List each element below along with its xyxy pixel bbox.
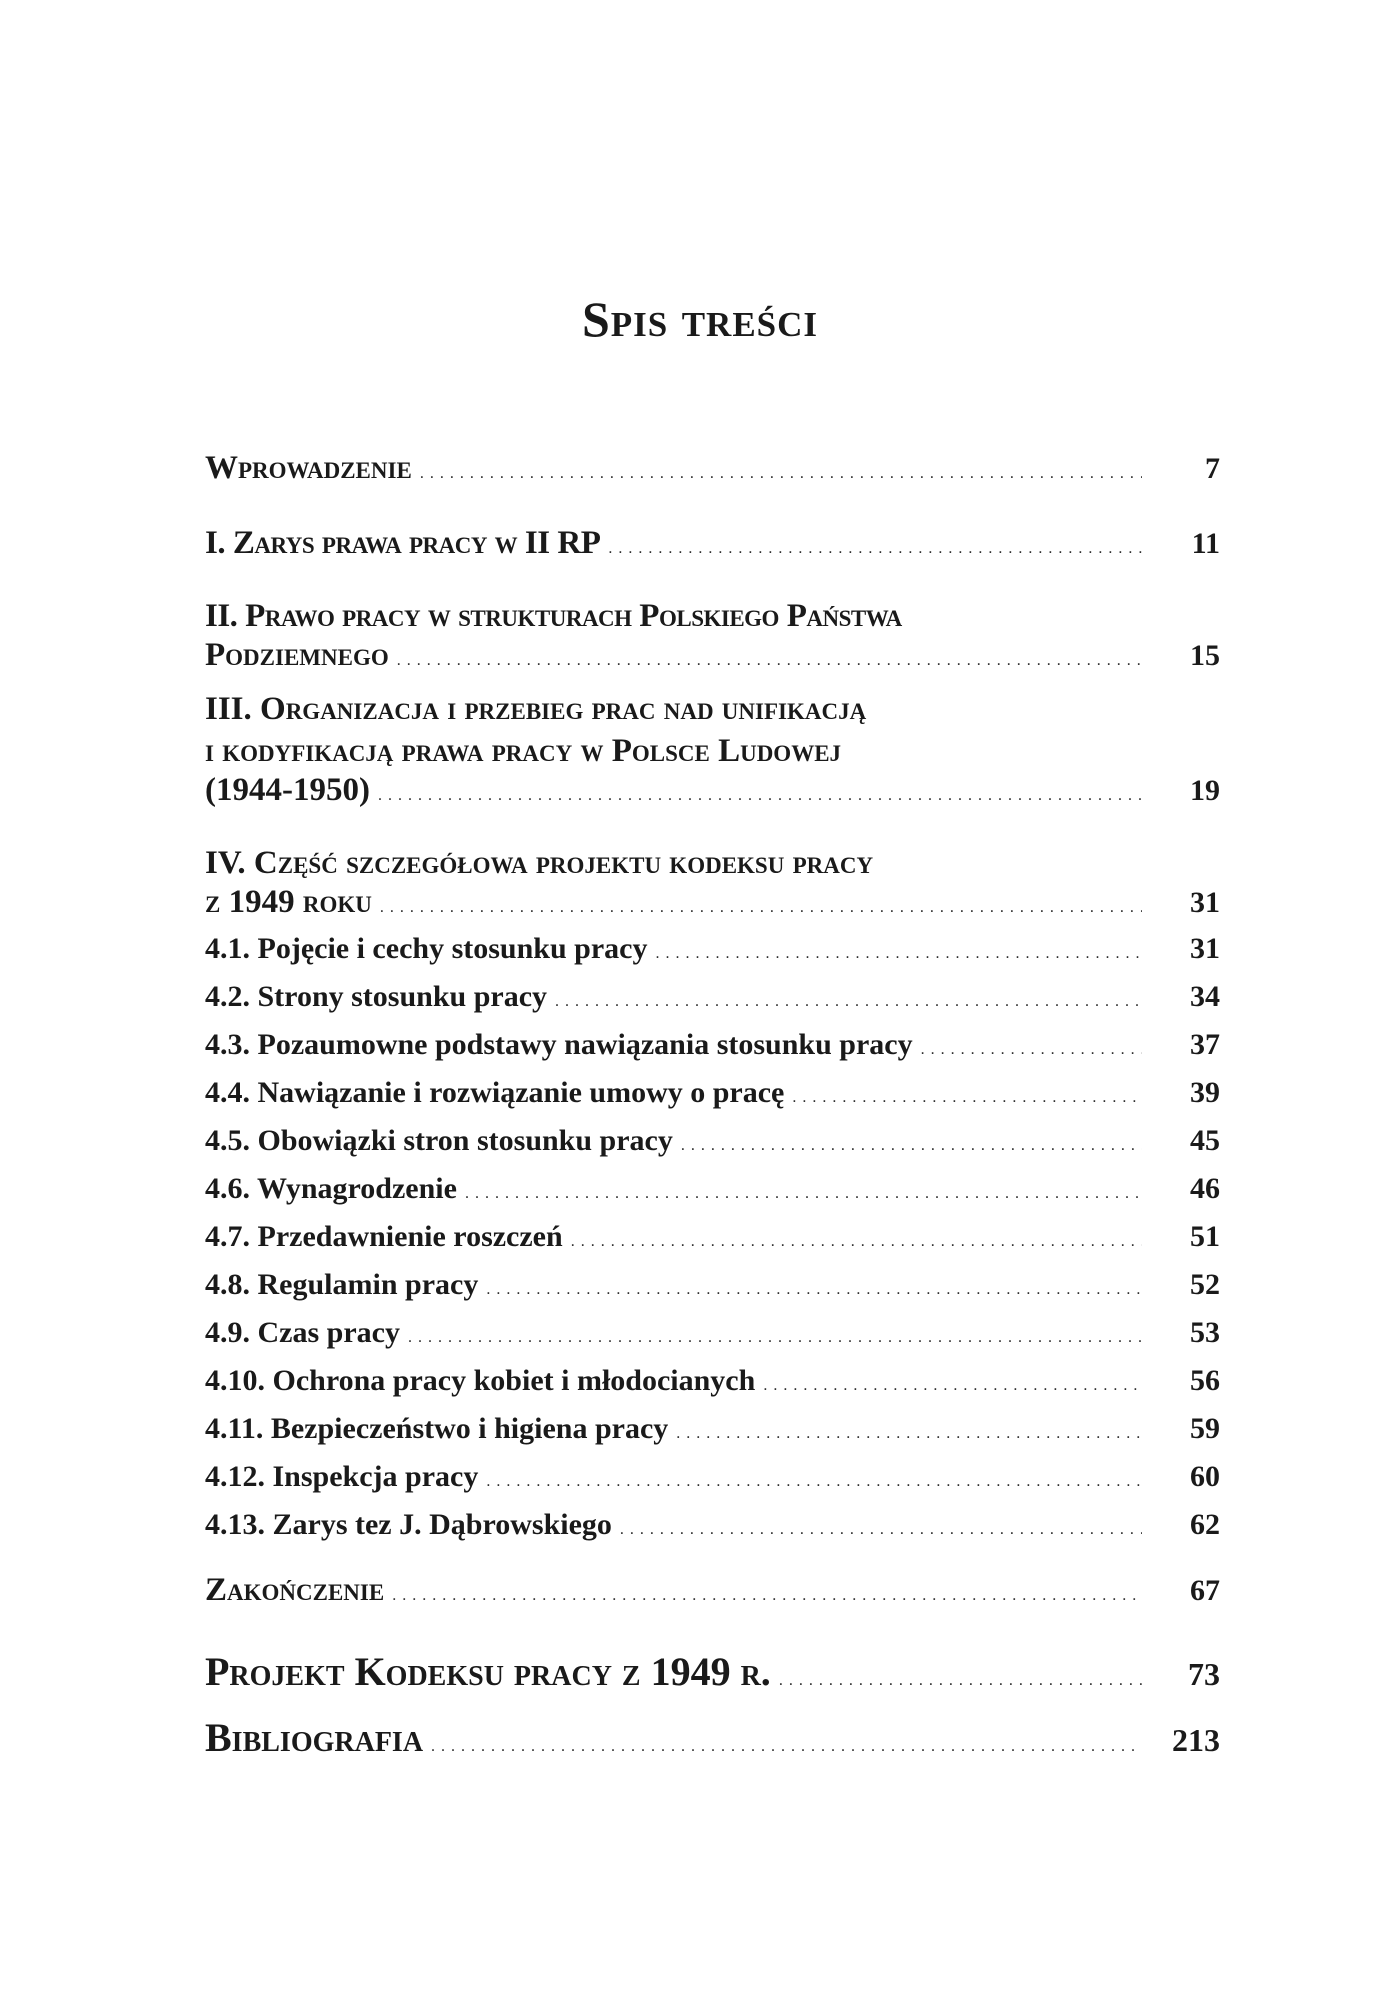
toc-entry-label: z 1949 roku (205, 884, 372, 920)
toc-entry-label: Podziemnego (205, 637, 389, 673)
dot-leader (676, 1425, 1142, 1443)
toc-entry-chapter-4[interactable] (205, 842, 1220, 921)
toc-entry-label: (1944-1950) (205, 772, 370, 808)
dot-leader (921, 1041, 1142, 1059)
dot-leader (392, 1587, 1142, 1605)
toc-entry-label: 4.5. Obowiązki stron stosunku pracy (205, 1124, 673, 1157)
toc-page-number: 56 (1190, 1364, 1220, 1397)
toc-entry-label: Wprowadzenie (205, 450, 412, 486)
toc-page-number: 45 (1190, 1124, 1220, 1157)
toc-page-number: 59 (1190, 1412, 1220, 1445)
dot-leader (378, 787, 1142, 805)
toc-page-number: 31 (1190, 932, 1220, 965)
toc-page-number: 53 (1190, 1316, 1220, 1349)
toc-entry-chapter-1[interactable] (205, 525, 1220, 562)
toc-entry-label-line: IV. Część szczegółowa projektu kodeksu pracy (205, 845, 874, 881)
toc-entry-projekt-kodeksu[interactable] (205, 1648, 1220, 1695)
toc-entry-label: Zakończenie (205, 1572, 385, 1608)
toc-entry-label: 4.9. Czas pracy (205, 1316, 400, 1349)
toc-entry-section-4-12[interactable] (205, 1460, 1220, 1494)
toc-entry-label: 4.7. Przedawnienie roszczeń (205, 1220, 563, 1253)
dot-leader (571, 1233, 1142, 1251)
toc-entry-section-4-11[interactable] (205, 1412, 1220, 1446)
toc-entry-section-4-4[interactable] (205, 1076, 1220, 1110)
toc-entry-label: 4.2. Strony stosunku pracy (205, 980, 548, 1013)
dot-leader (431, 1738, 1142, 1756)
dot-leader (486, 1281, 1142, 1299)
toc-page-number: 67 (1190, 1574, 1220, 1607)
toc-entry-label: 4.11. Bezpieczeństwo i higiena pracy (205, 1412, 669, 1445)
toc-entry-label: 4.10. Ochrona pracy kobiet i młodocianych (205, 1364, 756, 1397)
toc-page-number: 213 (1172, 1722, 1220, 1758)
toc-page-number: 7 (1205, 452, 1220, 485)
dot-leader (397, 652, 1142, 670)
toc-entry-bibliografia[interactable] (205, 1714, 1220, 1761)
toc-page-number: 46 (1190, 1172, 1220, 1205)
dot-leader (655, 945, 1142, 963)
toc-entry-label-line: III. Organizacja i przebieg prac nad unifikacją (205, 691, 867, 727)
toc-entry-label: 4.8. Regulamin pracy (205, 1268, 479, 1301)
toc-entry-wprowadzenie[interactable] (205, 450, 1220, 487)
dot-leader (420, 465, 1142, 483)
toc-entry-section-4-10[interactable] (205, 1364, 1220, 1398)
toc-entry-label: 4.13. Zarys tez J. Dąbrowskiego (205, 1508, 612, 1541)
toc-entry-zakonczenie[interactable] (205, 1572, 1220, 1609)
toc-entry-section-4-7[interactable] (205, 1220, 1220, 1254)
toc-page-number: 39 (1190, 1076, 1220, 1109)
toc-page-number: 73 (1188, 1656, 1220, 1692)
toc-entry-chapter-3[interactable] (205, 688, 1220, 809)
dot-leader (792, 1089, 1142, 1107)
toc-entry-section-4-13[interactable] (205, 1508, 1220, 1542)
toc-entry-section-4-2[interactable] (205, 980, 1220, 1014)
dot-leader (620, 1521, 1142, 1539)
dot-leader (465, 1185, 1142, 1203)
toc-page-number: 37 (1190, 1028, 1220, 1061)
toc-entry-label-line: i kodyfikacją prawa pracy w Polsce Ludowej (205, 733, 842, 769)
toc-page-number: 60 (1190, 1460, 1220, 1493)
toc-page-number: 19 (1190, 774, 1220, 807)
toc-entry-label: Bibliografia (205, 1715, 424, 1760)
dot-leader (486, 1473, 1142, 1491)
toc-page-number: 11 (1191, 527, 1220, 560)
dot-leader (380, 899, 1142, 917)
toc-entry-chapter-2[interactable] (205, 595, 1220, 674)
toc-entry-section-4-1[interactable] (205, 932, 1220, 966)
toc-entry-section-4-9[interactable] (205, 1316, 1220, 1350)
toc-page-number: 31 (1190, 886, 1220, 919)
toc-entry-label: Projekt Kodeksu pracy z 1949 r. (205, 1649, 771, 1694)
toc-entry-section-4-6[interactable] (205, 1172, 1220, 1206)
dot-leader (555, 993, 1142, 1011)
toc-page-number: 51 (1190, 1220, 1220, 1253)
dot-leader (681, 1137, 1142, 1155)
toc-entry-label: 4.6. Wynagrodzenie (205, 1172, 457, 1205)
toc-entry-section-4-5[interactable] (205, 1124, 1220, 1158)
toc-page-number: 34 (1190, 980, 1220, 1013)
dot-leader (779, 1672, 1142, 1690)
toc-entry-label: 4.1. Pojęcie i cechy stosunku pracy (205, 932, 648, 965)
dot-leader (608, 540, 1142, 558)
toc-entry-section-4-3[interactable] (205, 1028, 1220, 1062)
toc-entry-label: 4.12. Inspekcja pracy (205, 1460, 479, 1493)
toc-entry-label: I. Zarys prawa pracy w II RP (205, 525, 601, 561)
dot-leader (408, 1329, 1142, 1347)
toc-entry-label: 4.3. Pozaumowne podstawy nawiązania stosunku pracy (205, 1028, 913, 1061)
dot-leader (763, 1377, 1142, 1395)
toc-page-number: 15 (1190, 639, 1220, 672)
toc-entry-label-line: II. Prawo pracy w strukturach Polskiego Państwa (205, 598, 902, 634)
page-title: Spis treści (581, 291, 819, 347)
toc-entry-section-4-8[interactable] (205, 1268, 1220, 1302)
toc-entry-label: 4.4. Nawiązanie i rozwiązanie umowy o pracę (205, 1076, 785, 1109)
toc-page-number: 62 (1190, 1508, 1220, 1541)
toc-page-number: 52 (1190, 1268, 1220, 1301)
